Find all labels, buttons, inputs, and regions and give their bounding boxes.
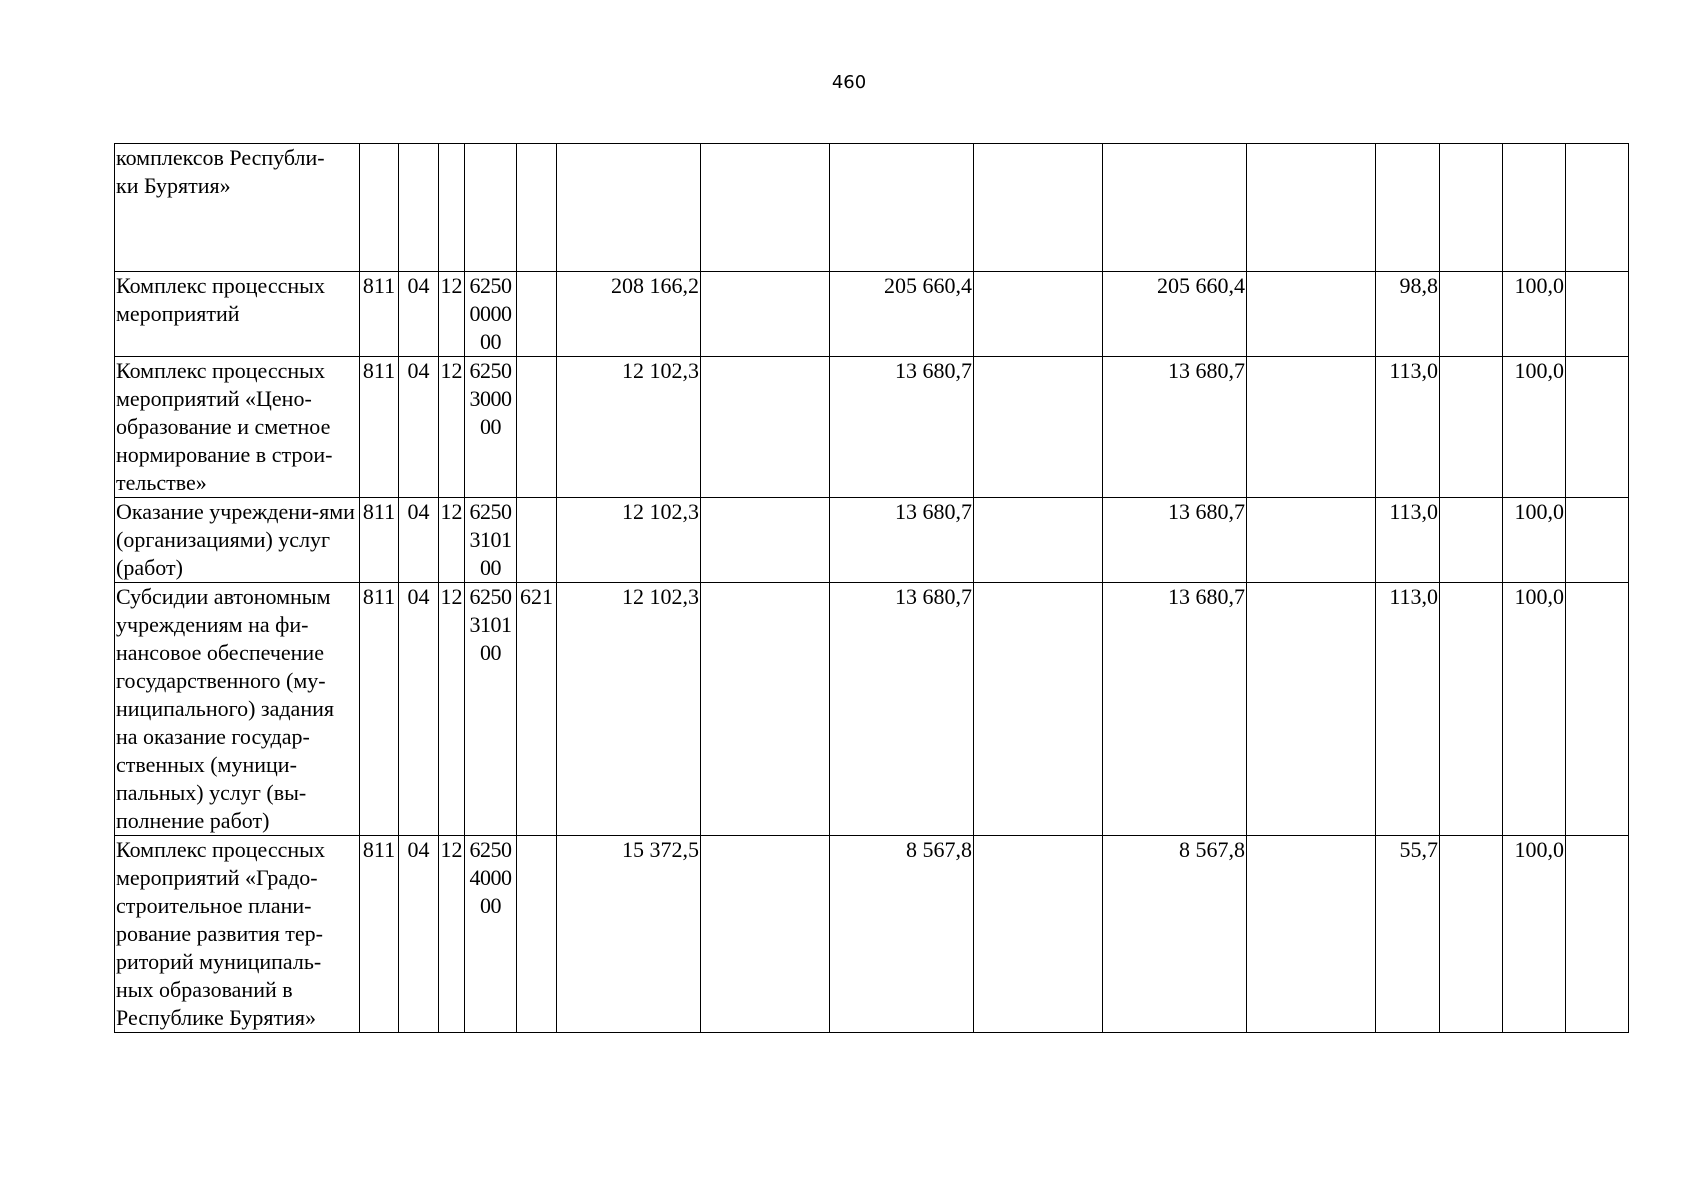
percent-plan-cell (1376, 357, 1440, 498)
row-name-cell (115, 357, 360, 498)
expense-type-cell (517, 144, 557, 272)
actual-amount-cell (830, 498, 974, 583)
gr-code-cell (360, 272, 399, 357)
target-article-text: 6250 3000 00 (469, 358, 512, 439)
target-article-cell (465, 498, 517, 583)
actual-amount-cell (830, 144, 974, 272)
empty-cell (1247, 144, 1376, 272)
cash-amount-text: 13 680,7 (1168, 358, 1245, 383)
target-article-cell (465, 357, 517, 498)
gr-code-cell (360, 836, 399, 1033)
section-code-cell (399, 272, 439, 357)
gr-code-cell (360, 583, 399, 836)
empty-cell (1566, 272, 1629, 357)
row-name-cell (115, 272, 360, 357)
cash-amount-text: 205 660,4 (1157, 273, 1245, 298)
gr-code-text: 811 (362, 273, 396, 298)
plan-amount-cell (557, 836, 701, 1033)
cash-amount-cell (1103, 498, 1247, 583)
expense-type-cell (517, 498, 557, 583)
table-row (115, 583, 1629, 836)
section-code-text: 04 (407, 584, 430, 609)
actual-amount-text: 8 567,8 (906, 837, 972, 862)
expense-type-cell (517, 357, 557, 498)
subsection-code-cell (439, 583, 465, 836)
table-body (115, 144, 1629, 1033)
subsection-code-cell (439, 357, 465, 498)
gr-code-text: 811 (362, 584, 396, 609)
row-name-text: Комплекс процессных мероприятий «Цено-образование и сметное нормирование в строи-тельстве» (116, 358, 333, 495)
percent-plan-cell (1376, 583, 1440, 836)
empty-cell (974, 144, 1103, 272)
percent-fact-cell (1503, 583, 1566, 836)
table-row (115, 272, 1629, 357)
empty-cell (1566, 357, 1629, 498)
plan-amount-cell (557, 583, 701, 836)
empty-cell (701, 272, 830, 357)
percent-plan-text: 113,0 (1389, 499, 1438, 524)
empty-cell (974, 836, 1103, 1033)
gr-code-cell (360, 144, 399, 272)
target-article-cell (465, 583, 517, 836)
gr-code-cell (360, 357, 399, 498)
percent-plan-cell (1376, 144, 1440, 272)
percent-fact-cell (1503, 272, 1566, 357)
row-name-text: Субсидии автономным учреждениям на фи-нансовое обеспечение государственного (му-ниципального) задания на оказание государ-ственных (муници-пальных) услуг (вы-полнение работ) (116, 584, 334, 833)
row-name-cell (115, 144, 360, 272)
budget-execution-table (114, 143, 1629, 1033)
percent-plan-cell (1376, 498, 1440, 583)
empty-cell (701, 144, 830, 272)
cash-amount-text: 13 680,7 (1168, 499, 1245, 524)
row-name-text: Комплекс процессных мероприятий «Градо-строительное плани-рование развития тер-риторий муниципаль-ных образований в Республике Бурятия» (116, 837, 325, 1030)
subsection-code-text: 12 (440, 499, 463, 524)
empty-cell (701, 498, 830, 583)
row-name-text: Комплекс процессных мероприятий (116, 273, 325, 326)
section-code-cell (399, 357, 439, 498)
percent-fact-cell (1503, 836, 1566, 1033)
percent-plan-cell (1376, 272, 1440, 357)
section-code-text: 04 (407, 499, 430, 524)
section-code-text: 04 (407, 358, 430, 383)
plan-amount-text: 12 102,3 (622, 499, 699, 524)
empty-cell (1566, 836, 1629, 1033)
percent-plan-text: 55,7 (1399, 837, 1438, 862)
gr-code-cell (360, 498, 399, 583)
empty-cell (1440, 836, 1503, 1033)
table-row (115, 357, 1629, 498)
empty-cell (1440, 583, 1503, 836)
section-code-cell (399, 836, 439, 1033)
target-article-text: 6250 3101 00 (469, 499, 512, 580)
actual-amount-cell (830, 583, 974, 836)
gr-code-text: 811 (362, 499, 396, 524)
actual-amount-text: 13 680,7 (895, 358, 972, 383)
row-name-text: комплексов Республи- ки Бурятия» (116, 145, 325, 198)
gr-code-text: 811 (362, 837, 396, 862)
cash-amount-cell (1103, 836, 1247, 1033)
actual-amount-text: 13 680,7 (895, 584, 972, 609)
empty-cell (701, 357, 830, 498)
percent-fact-cell (1503, 144, 1566, 272)
plan-amount-text: 15 372,5 (622, 837, 699, 862)
empty-cell (1566, 498, 1629, 583)
plan-amount-cell (557, 272, 701, 357)
subsection-code-text: 12 (440, 837, 463, 862)
target-article-text: 6250 4000 00 (469, 837, 512, 918)
empty-cell (1440, 357, 1503, 498)
target-article-cell (465, 836, 517, 1033)
section-code-cell (399, 144, 439, 272)
row-name-cell (115, 498, 360, 583)
percent-plan-text: 98,8 (1399, 273, 1438, 298)
percent-fact-text: 100,0 (1514, 358, 1564, 383)
section-code-text: 04 (407, 837, 430, 862)
plan-amount-text: 12 102,3 (622, 358, 699, 383)
empty-cell (1566, 144, 1629, 272)
percent-fact-text: 100,0 (1514, 499, 1564, 524)
empty-cell (1440, 498, 1503, 583)
empty-cell (1247, 272, 1376, 357)
subsection-code-text: 12 (440, 584, 463, 609)
plan-amount-cell (557, 498, 701, 583)
target-article-cell (465, 272, 517, 357)
percent-plan-text: 113,0 (1389, 584, 1438, 609)
empty-cell (701, 583, 830, 836)
plan-amount-text: 208 166,2 (611, 273, 699, 298)
cash-amount-cell (1103, 272, 1247, 357)
empty-cell (974, 498, 1103, 583)
target-article-cell (465, 144, 517, 272)
cash-amount-text: 13 680,7 (1168, 584, 1245, 609)
percent-plan-text: 113,0 (1389, 358, 1438, 383)
empty-cell (974, 272, 1103, 357)
actual-amount-text: 205 660,4 (884, 273, 972, 298)
row-name-cell (115, 836, 360, 1033)
section-code-cell (399, 498, 439, 583)
empty-cell (1247, 498, 1376, 583)
empty-cell (1247, 583, 1376, 836)
expense-type-cell (517, 272, 557, 357)
empty-cell (1566, 583, 1629, 836)
table-row (115, 498, 1629, 583)
actual-amount-text: 13 680,7 (895, 499, 972, 524)
empty-cell (974, 583, 1103, 836)
table-row (115, 836, 1629, 1033)
plan-amount-cell (557, 357, 701, 498)
plan-amount-text: 12 102,3 (622, 584, 699, 609)
target-article-text: 6250 3101 00 (469, 584, 512, 665)
target-article-text: 6250 0000 00 (469, 273, 512, 354)
actual-amount-cell (830, 836, 974, 1033)
empty-cell (974, 357, 1103, 498)
cash-amount-cell (1103, 144, 1247, 272)
plan-amount-cell (557, 144, 701, 272)
subsection-code-cell (439, 498, 465, 583)
empty-cell (1247, 836, 1376, 1033)
table-row (115, 144, 1629, 272)
percent-fact-text: 100,0 (1514, 837, 1564, 862)
row-name-cell (115, 583, 360, 836)
cash-amount-text: 8 567,8 (1179, 837, 1245, 862)
expense-type-cell (517, 836, 557, 1033)
subsection-code-cell (439, 836, 465, 1033)
cash-amount-cell (1103, 357, 1247, 498)
subsection-code-text: 12 (440, 358, 463, 383)
empty-cell (701, 836, 830, 1033)
expense-type-text: 621 (520, 584, 553, 609)
percent-fact-cell (1503, 357, 1566, 498)
gr-code-text: 811 (362, 358, 396, 383)
page-number: 460 (831, 72, 867, 93)
row-name-text: Оказание учреждени-ями (организациями) услуг (работ) (116, 499, 355, 580)
empty-cell (1247, 357, 1376, 498)
expense-type-cell (517, 583, 557, 836)
subsection-code-text: 12 (440, 273, 463, 298)
percent-fact-text: 100,0 (1514, 584, 1564, 609)
percent-fact-cell (1503, 498, 1566, 583)
actual-amount-cell (830, 357, 974, 498)
empty-cell (1440, 272, 1503, 357)
section-code-text: 04 (407, 273, 430, 298)
section-code-cell (399, 583, 439, 836)
subsection-code-cell (439, 272, 465, 357)
percent-plan-cell (1376, 836, 1440, 1033)
cash-amount-cell (1103, 583, 1247, 836)
percent-fact-text: 100,0 (1514, 273, 1564, 298)
subsection-code-cell (439, 144, 465, 272)
empty-cell (1440, 144, 1503, 272)
actual-amount-cell (830, 272, 974, 357)
